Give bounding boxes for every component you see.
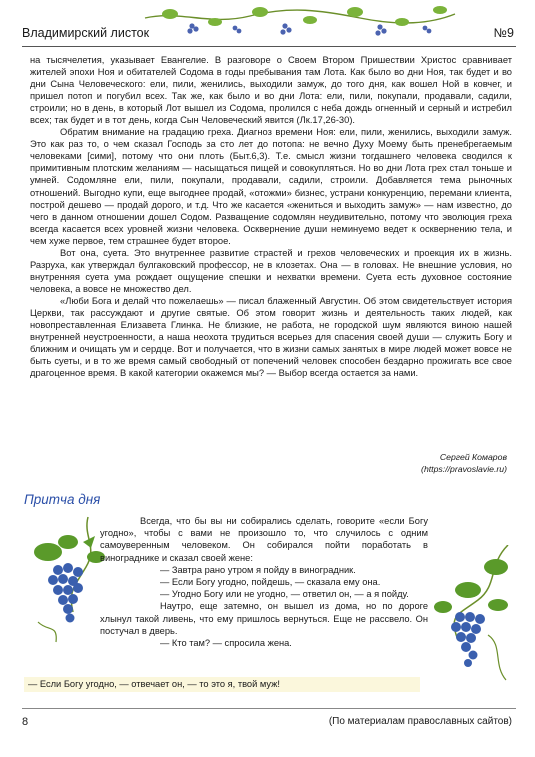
article-body [30,54,512,379]
author-name: Сергей Комаров [439,452,507,462]
issue-number: №9 [493,26,514,40]
parable-line: — Завтра рано утром я пойду в виноградник. [160,564,356,575]
header-rule [22,46,516,47]
parable-text [100,515,428,649]
article-paragraph: Обратим внимание на градацию греха. Диагноз времени Ноя: ели, пили, женились, выходили замуж. Это как раз то, о чем сказал Господь за сто лет до потопа: не вечно Духу Моему быть пренебрегаемым человеками [сими], потому что они плоть (Быт.6,3). Т.е. смысл жизни тогдашнего человека сводился к примитивным плотским желаниям — насыщаться пищей и совокупляться. Но во дни Лота грех стал тоньше и умней. Содомляне ели, пили, покупали, продавали, садили, строили. Добавляется тема рыночных отношений. Выгодно купи, еще выгоднее продай, «отожми» бизнес, устрани конкуренцию, перемани клиента, построй дешево — продай дорого, и т.д. Что же касается «жениться и выходить замуж» — нам известно, до чего в данном отношении дошел Содом. Разващение содомлян неудивительно, потому что эволюция греха всегда касается всех уровней жизни человека. Осквернение души неминуемо ведет к осквернению тела, и чем хуже первое, тем страшнее будет второе. [30,127,512,246]
footer-source-note: (По материалам православных сайтов) [328,716,512,727]
page-number: 8 [22,716,29,728]
parable-title: Притча дня [24,492,101,507]
parable-line: — Кто там? — спросила жена. [160,638,292,649]
grape-cluster-right-ornament [418,545,518,695]
parable-line: Наутро, еще затемно, он вышел из дома, но по дороге хлынул такой ливень, что ему пришлось вернуться. Еще не рассвело. Он постучал в дверь. [100,601,428,636]
article-paragraph: Вот она, суета. Это внутреннее развитие страстей и грехов человеческих и проекция их в жизнь. Разруха, как утверждал булгаковский профессор, не в клозетах. Она — в головах. Не внешние условия, но внутренняя суета ума рождает ощущение спешки и нехватки времени. Суета есть духовное состояние человека, а вовсе не множество дел. [30,247,512,294]
footer-rule [22,708,516,709]
newsletter-title: Владимирский листок [22,26,150,40]
grapevine-header-ornament [140,0,460,40]
parable-line: — Если Богу угодно, пойдешь, — сказала ему она. [160,577,381,588]
article-paragraph: на тысячелетия, указывает Евангелие. В разговоре о Своем Втором Пришествии Христос сравнивает жителей эпохи Ноя и обитателей Содома в годы пребывания там Лота. Как было во дни Ноя, так будет и во дни Сына Человеческого: ели, пили, женились, выходили замуж, до того дня, как вошел Ной в ковчег, и пришел потоп и погубил всех. Так же, как было и во дни Лота: ели, пили, покупали, продавали, садили, строили; но в день, в который Лот вышел из Содома, пролился с неба дождь огненный и серный и истребил всех; так будет и в тот день, когда Сын Человеческий явится (Лк.17,26-30). [30,55,512,126]
article-paragraph: «Люби Бога и делай что пожелаешь» — писал блаженный Августин. Об этом свидетельствует история Церкви, так рассуждают и другие святые. Об этом говорит жизнь и деятельность таких людей, как новопреставленная Елизавета Глинка. Не близкие, не работа, не городской шум являются виною нашей внутренней неустроенности, а наша неохота трудиться всерьез для спасения своей души — служить Богу и ближним и очищать ум и сердце. Вот и получается, что в жизни самых занятых в мире людей может вовсе не быть суеты, и в то же время самый свободный от попечений человек способен бездарно прожигать все свое драгоценное время. В какой категории окажемся мы? — Выбор всегда остается за нами. [30,295,512,379]
parable-line: — Угодно Богу или не угодно, — ответил он, — а я пойду. [160,589,409,600]
parable-punchline: — Если Богу угодно, — отвечает он, — то это я, твой муж! [24,677,420,692]
source-link: (https://pravoslavie.ru) [421,464,507,474]
parable-line: Всегда, что бы вы ни собирались сделать, говорите «если Богу угодно», чтобы с вами не произошло то, что случилось с одним самоуверенным человеком. Он собирался пойти поработать в винограднике и сказал своей жене: [100,516,428,563]
article-signature [421,451,507,475]
